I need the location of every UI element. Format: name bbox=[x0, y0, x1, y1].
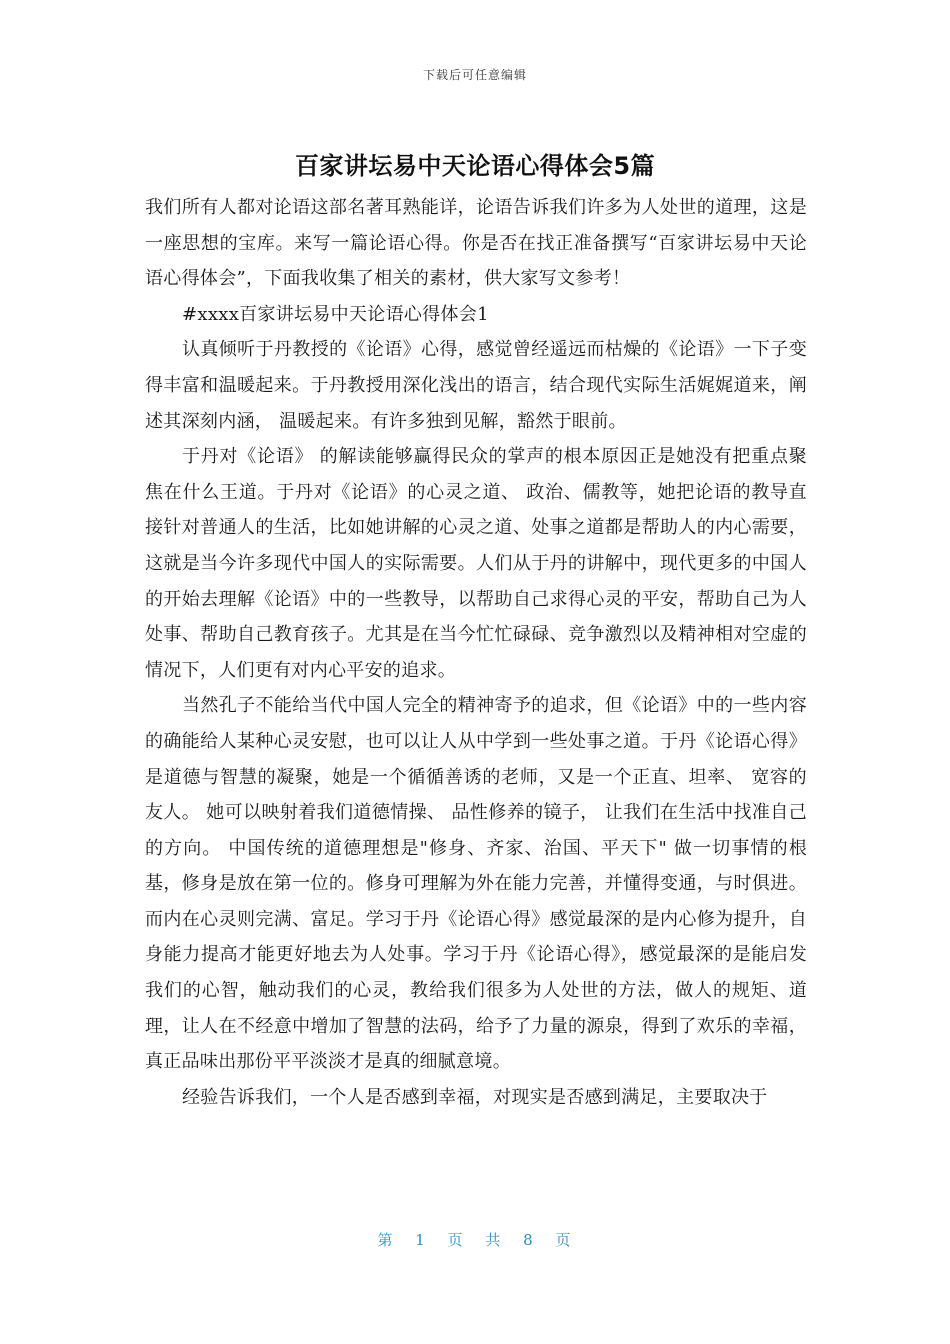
section-heading: #xxxx百家讲坛易中天论语心得体会1 bbox=[182, 303, 489, 325]
page-number-footer: 第 1 页 共 8 页 bbox=[377, 1231, 573, 1249]
body-paragraph: 认真倾听于丹教授的《论语》心得，感觉曾经遥远而枯燥的《论语》一下子变得丰富和温暖起来。于丹教授用深化浅出的语言，结合现代实际生活娓娓道来，阐述其深刻内涵， 温暖起来。有许多独到见解，豁然于眼前。 bbox=[145, 339, 807, 432]
document-body bbox=[145, 190, 807, 1115]
body-paragraph: 当然孔子不能给当代中国人完全的精神寄予的追求，但《论语》中的一些内容的确能给人某种心灵安慰，也可以让人从中学到一些处事之道。于丹《论语心得》是道德与智慧的凝聚，她是一个循循善诱的老师，又是一个正直、坦率、 宽容的友人。 她可以映射着我们道德情操、 品性修养的镜子， 让我们在生活中找准自己的方向。 中国传统的道德理想是"修身、齐家、治国、平天下" 做一切事情的根基，修身是放在第一位的。修身可理解为外在能力完善，并懂得变通，与时俱进。而内在心灵则完满、富足。学习于丹《论语心得》感觉最深的是内心修为提升，自身能力提高才能更好地去为人处事。学习于丹《论语心得》，感觉最深的是能启发我们的心智，触动我们的心灵，教给我们很多为人处世的方法，做人的规矩、道理，让人在不经意中增加了智慧的法码，给予了力量的源泉，得到了欢乐的幸福，真正品味出那份平平淡淡才是真的细腻意境。 bbox=[145, 695, 807, 1073]
body-paragraph: 于丹对《论语》 的解读能够赢得民众的掌声的根本原因正是她没有把重点聚焦在什么王道。于丹对《论语》的心灵之道、 政治、儒教等，她把论语的教导直接针对普通人的生活，比如她讲解的心灵之道、处事之道都是帮助人的内心需要，这就是当今许多现代中国人的实际需要。人们从于丹的讲解中，现代更多的中国人的开始去理解《论语》中的一些教导，以帮助自己求得心灵的平安，帮助自己为人处事、帮助自己教育孩子。尤其是在当今忙忙碌碌、竞争激烈以及精神相对空虚的情况下，人们更有对内心平安的追求。 bbox=[145, 446, 807, 681]
page-header: 下载后可任意编辑 bbox=[422, 68, 527, 82]
document-title: 百家讲坛易中天论语心得体会5篇 bbox=[294, 152, 656, 180]
intro-paragraph: 我们所有人都对论语这部名著耳熟能详，论语告诉我们许多为人处世的道理，这是一座思想的宝库。来写一篇论语心得。你是否在找正准备撰写“百家讲坛易中天论语心得体会”，下面我收集了相关的素材，供大家写文参考！ bbox=[145, 197, 807, 290]
body-paragraph: 经验告诉我们，一个人是否感到幸福，对现实是否感到满足，主要取决于 bbox=[182, 1086, 768, 1108]
